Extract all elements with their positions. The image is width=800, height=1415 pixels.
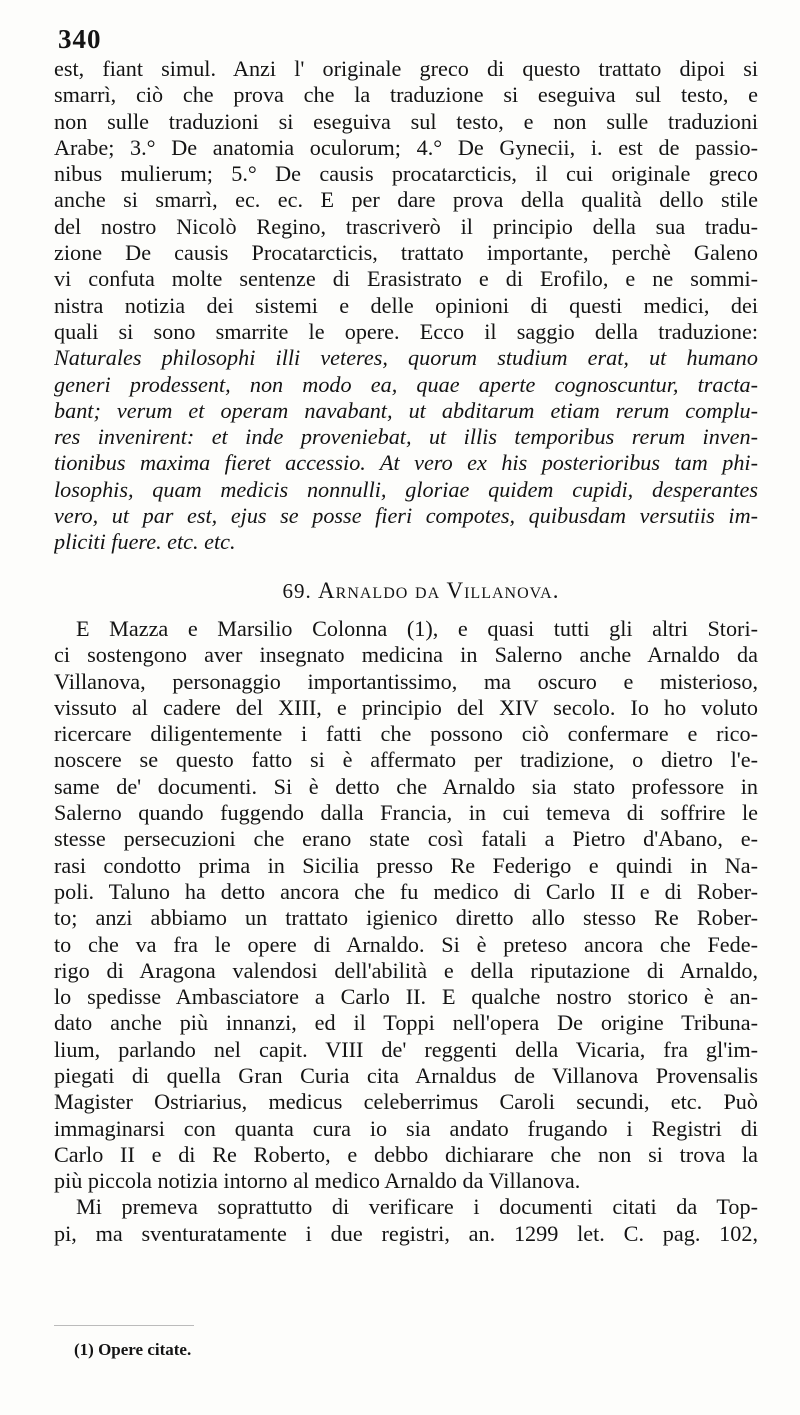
text-line: dato anche più innanzi, ed il Toppi nell'opera De origine Tribuna- bbox=[54, 1010, 758, 1036]
text-line: zione De causis Procatarcticis, trattato importante, perchè Galeno bbox=[54, 240, 758, 266]
text-line: vi confuta molte sentenze di Erasistrato e di Erofilo, e ne sommi- bbox=[54, 266, 758, 292]
text-line: quali si sono smarrite le opere. Ecco il saggio della traduzione: bbox=[54, 318, 758, 344]
text-line: lium, parlando nel capit. VIII de' reggenti della Vicaria, fra gl'im- bbox=[54, 1036, 758, 1062]
text-line: rasi condotto prima in Sicilia presso Re Federigo e quindi in Na- bbox=[54, 852, 758, 878]
text-line: ricercare diligentemente i fatti che possono ciò confermare e rico- bbox=[54, 721, 758, 747]
text-line: rigo di Aragona valendosi dell'abilità e della riputazione di Arnaldo, bbox=[54, 957, 758, 983]
text-line: immaginarsi con quanta cura io sia andato frugando i Registri di bbox=[54, 1115, 758, 1141]
text-line: piegati di quella Gran Curia cita Arnaldus de Villanova Provensalis bbox=[54, 1062, 758, 1088]
latin-quote-line: tionibus maxima fieret accessio. At vero ex his posterioribus tam phi- bbox=[54, 450, 758, 476]
text-line: nibus mulierum; 5.° De causis procatarcticis, il cui originale greco bbox=[54, 161, 758, 187]
latin-quote-line: res invenirent: et inde proveniebat, ut illis temporibus rerum inven- bbox=[54, 424, 758, 450]
latin-quote-line: Naturales philosophi illi veteres, quorum studium erat, ut humano bbox=[54, 345, 758, 371]
text-line: Salerno quando fuggendo dalla Francia, in cui temeva di soffrire le bbox=[54, 800, 758, 826]
text-line: same de' documenti. Si è detto che Arnaldo sia stato professore in bbox=[54, 773, 758, 799]
text-line: to che va fra le opere di Arnaldo. Si è preteso ancora che Fede- bbox=[54, 931, 758, 957]
text-line: E Mazza e Marsilio Colonna (1), e quasi tutti gli altri Stori- bbox=[76, 615, 758, 641]
page-number: 340 bbox=[58, 24, 102, 54]
footnote-rule bbox=[54, 1325, 194, 1326]
text-line: nistra notizia dei sistemi e delle opinioni di questi medici, dei bbox=[54, 292, 758, 318]
text-line: più piccola notizia intorno al medico Arnaldo da Villanova. bbox=[54, 1168, 581, 1194]
text-line: Villanova, personaggio importantissimo, ma oscuro e misterioso, bbox=[54, 668, 758, 694]
text-line: del nostro Nicolò Regino, trascriverò il principio della sua tradu- bbox=[54, 213, 758, 239]
section-heading bbox=[84, 578, 758, 604]
text-line: noscere se questo fatto si è affermato per tradizione, o dietro l'e- bbox=[54, 747, 758, 773]
text-line: stesse persecuzioni che erano state così fatali a Pietro d'Abano, e- bbox=[54, 826, 758, 852]
text-line: vissuto al cadere del XIII, e principio del XIV secolo. Io ho voluto bbox=[54, 694, 758, 720]
latin-quote-line: losophis, quam medicis nonnulli, gloriae quidem cupidi, desperantes bbox=[54, 476, 758, 502]
latin-quote-line: bant; verum et operam navabant, ut abditarum etiam rerum complu- bbox=[54, 397, 758, 423]
text-line: ci sostengono aver insegnato medicina in Salerno anche Arnaldo da bbox=[54, 642, 758, 668]
text-line: to; anzi abbiamo un trattato igienico diretto allo stesso Re Rober- bbox=[54, 905, 758, 931]
text-line: smarrì, ciò che prova che la traduzione si eseguiva sul testo, e bbox=[54, 82, 758, 108]
text-line: Mi premeva soprattutto di verificare i documenti citati da Top- bbox=[76, 1194, 758, 1220]
section-title: Arnaldo da Villanova. bbox=[318, 577, 560, 603]
text-line: non sulle traduzioni si eseguiva sul testo, e non sulle traduzioni bbox=[54, 108, 758, 134]
text-line: poli. Taluno ha detto ancora che fu medico di Carlo II e di Rober- bbox=[54, 878, 758, 904]
latin-quote-line: vero, ut par est, ejus se posse fieri compotes, quibusdam versutiis im- bbox=[54, 503, 758, 529]
latin-quote-line: pliciti fuere. etc. etc. bbox=[54, 529, 236, 555]
text-line: Carlo II e di Re Roberto, e debbo dichiarare che non si trova la bbox=[54, 1141, 758, 1167]
text-line: est, fiant simul. Anzi l' originale greco di questo trattato dipoi si bbox=[54, 56, 758, 81]
text-line: anche si smarrì, ec. ec. E per dare prova della qualità dello stile bbox=[54, 187, 758, 213]
latin-quote-line: generi prodessent, non modo ea, quae aperte cognoscuntur, tracta- bbox=[54, 371, 758, 397]
text-line: Arabe; 3.° De anatomia oculorum; 4.° De Gynecii, i. est de passio- bbox=[54, 134, 758, 160]
page-body bbox=[54, 56, 758, 1247]
text-line: pi, ma sventuratamente i due registri, an. 1299 let. C. pag. 102, bbox=[54, 1220, 758, 1246]
section-number: 69. bbox=[282, 578, 312, 603]
paragraph-galen-treatise bbox=[54, 56, 758, 556]
paragraph-arnaldo bbox=[54, 616, 758, 1247]
text-line: Magister Ostriarius, medicus celeberrimus Caroli secundi, etc. Può bbox=[54, 1089, 758, 1115]
text-line: lo spedisse Ambasciatore a Carlo II. E qualche nostro storico è an- bbox=[54, 984, 758, 1010]
footnote: (1) Opere citate. bbox=[74, 1340, 192, 1359]
